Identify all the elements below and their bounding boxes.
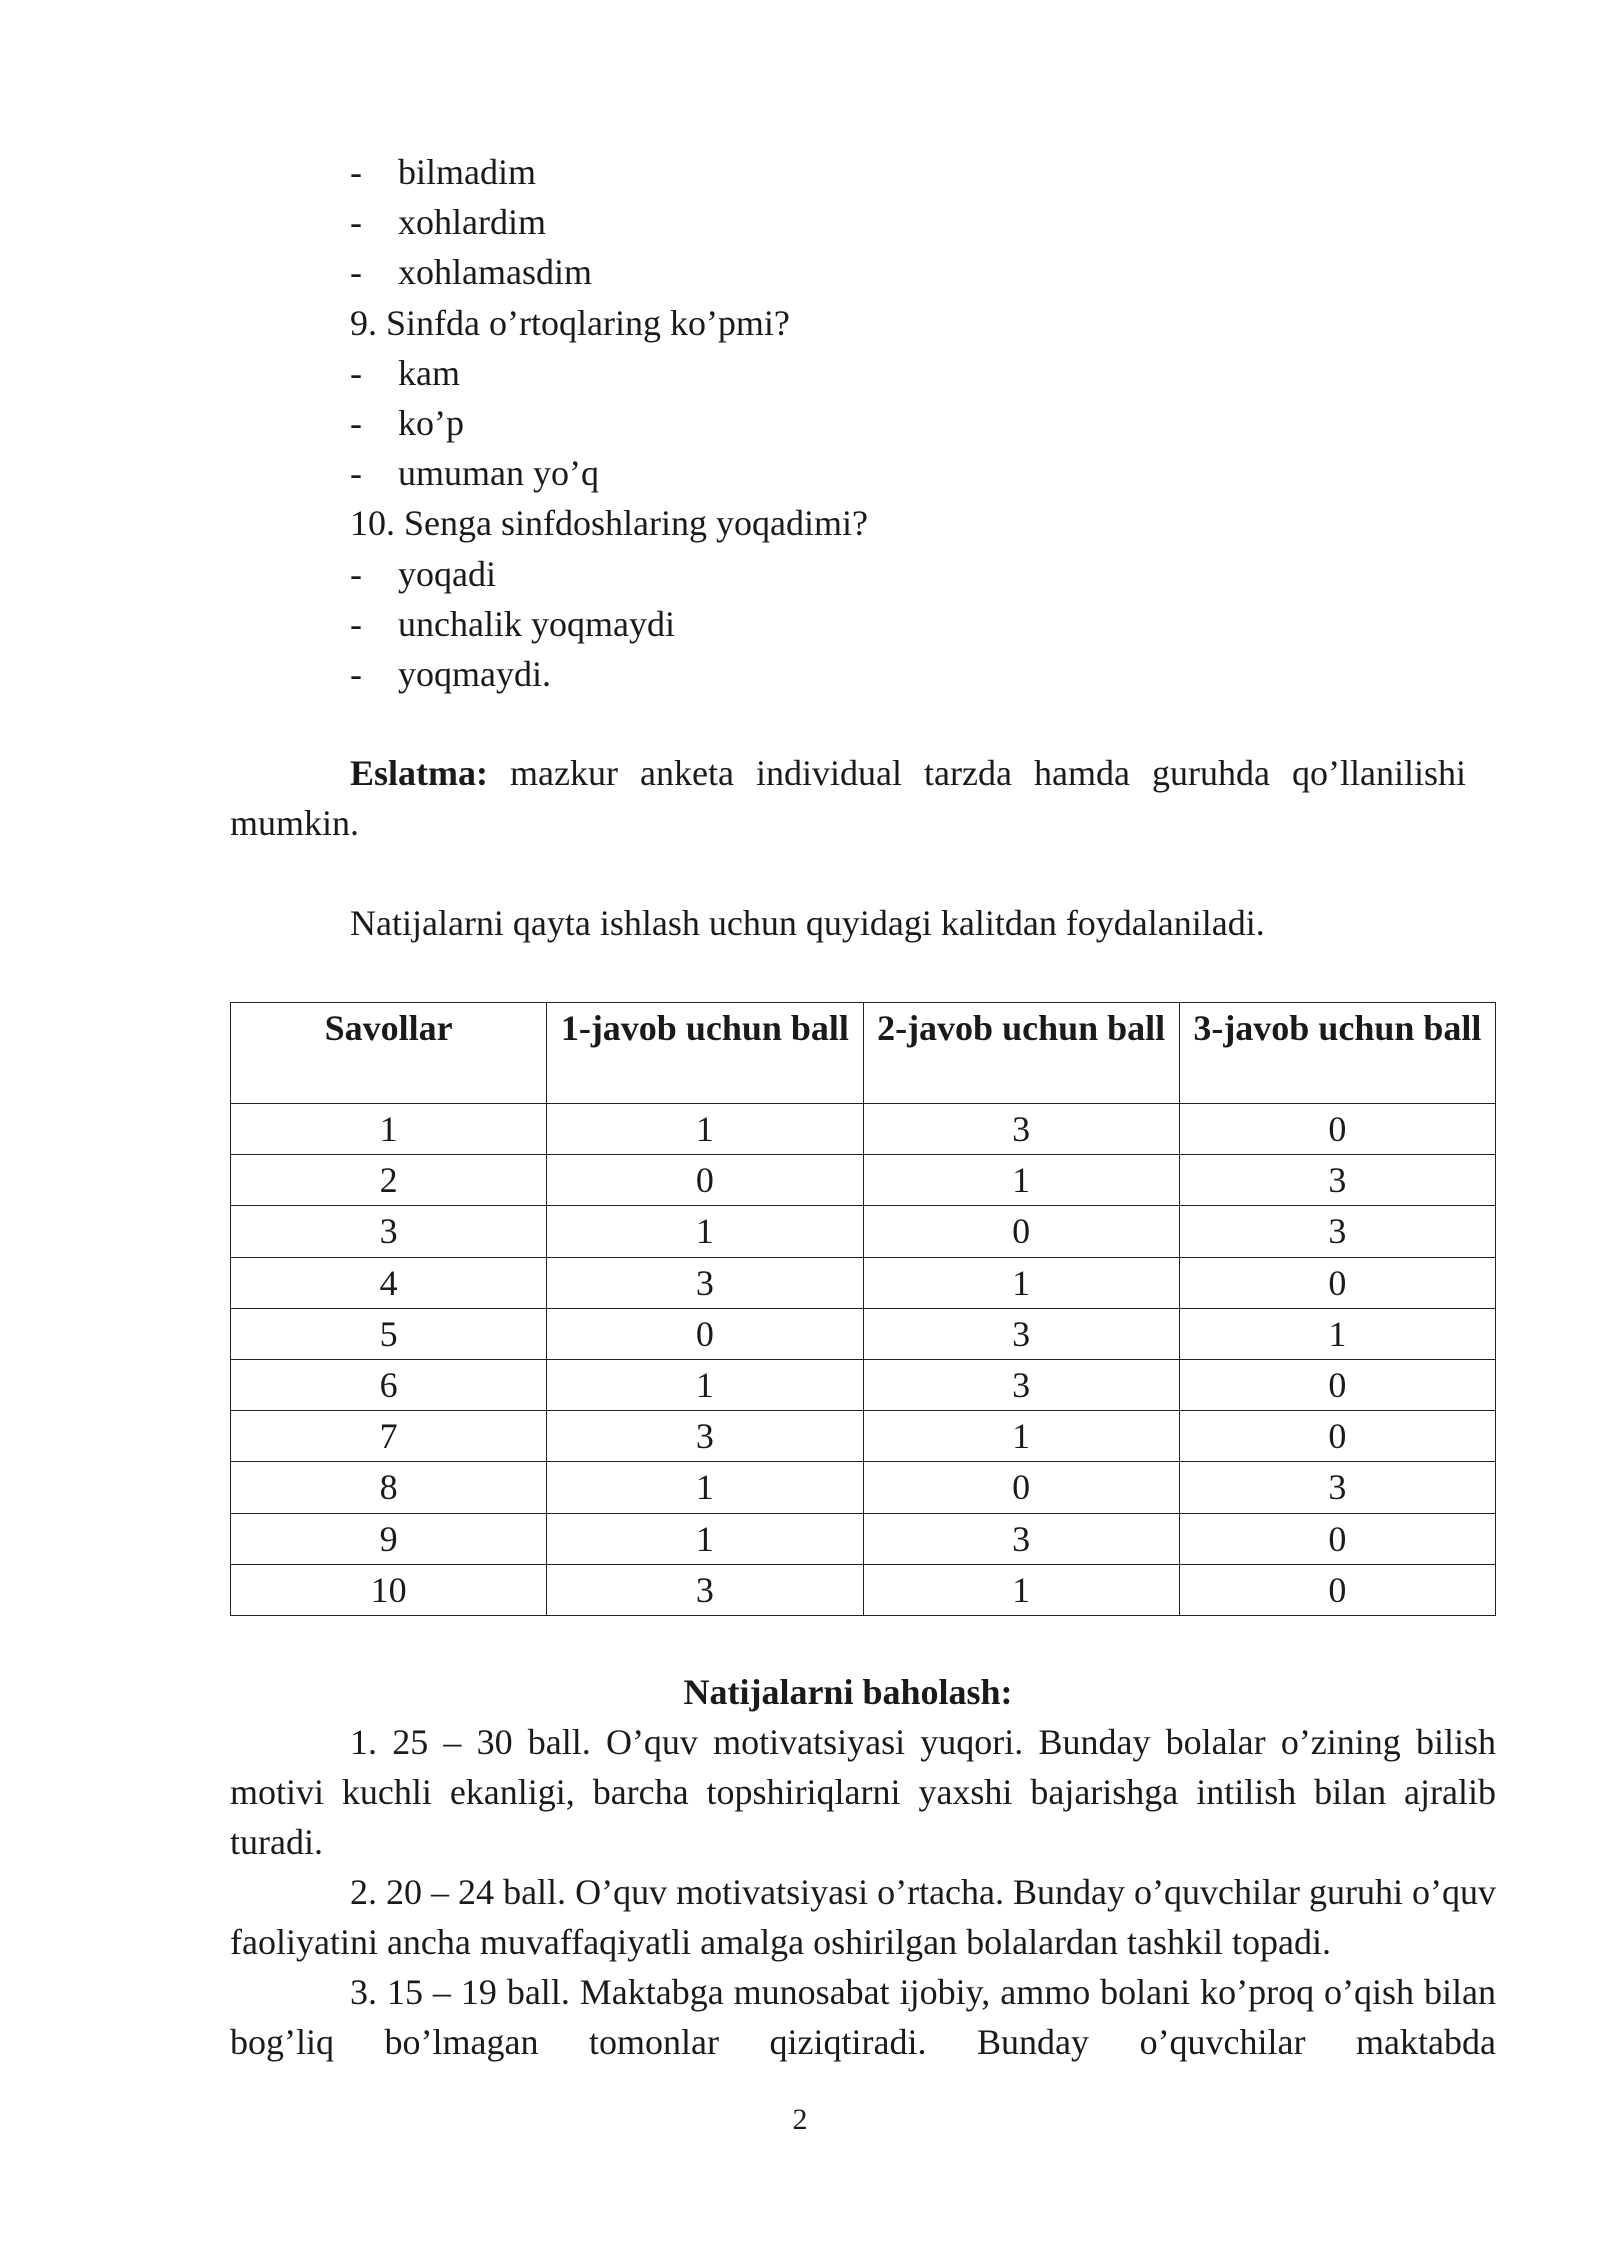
table-row	[231, 1462, 1496, 1513]
table-row	[231, 1359, 1496, 1410]
table-cell: 1	[231, 1104, 547, 1155]
answer-text: ko’p	[398, 402, 464, 443]
answer-text: kam	[398, 352, 460, 393]
table-row	[231, 1513, 1496, 1564]
table-header-row	[231, 1003, 1496, 1104]
table-cell: 0	[547, 1155, 863, 1206]
answer-option	[350, 398, 868, 448]
table-cell: 3	[547, 1257, 863, 1308]
table-cell: 10	[231, 1564, 547, 1615]
table-cell: 1	[863, 1155, 1179, 1206]
scoring-key-table	[230, 1002, 1496, 1616]
answer-option	[350, 549, 868, 599]
list-dash: -	[350, 603, 362, 644]
table-cell: 0	[547, 1308, 863, 1359]
table-cell: 3	[863, 1308, 1179, 1359]
table-cell: 1	[547, 1513, 863, 1564]
table-cell: 3	[863, 1513, 1179, 1564]
table-cell: 3	[1179, 1462, 1495, 1513]
answer-text: unchalik yoqmaydi	[398, 603, 675, 644]
table-cell: 9	[231, 1513, 547, 1564]
table-cell: 1	[1179, 1308, 1495, 1359]
table-cell: 3	[547, 1564, 863, 1615]
answer-text: umuman yo’q	[398, 453, 599, 494]
question-line	[350, 498, 868, 548]
table-cell: 3	[547, 1411, 863, 1462]
table-cell: 1	[547, 1462, 863, 1513]
table-row	[231, 1411, 1496, 1462]
table-cell: 1	[547, 1206, 863, 1257]
table-cell: 3	[863, 1104, 1179, 1155]
intro-paragraph: Natijalarni qayta ishlash uchun quyidagi kalitdan foydalaniladi.	[350, 903, 1265, 943]
table-row	[231, 1155, 1496, 1206]
list-dash: -	[350, 453, 362, 494]
table-cell: 0	[1179, 1359, 1495, 1410]
table-cell: 0	[1179, 1104, 1495, 1155]
table-cell: 0	[1179, 1411, 1495, 1462]
table-row	[231, 1206, 1496, 1257]
table-cell: 0	[863, 1462, 1179, 1513]
table-cell: 1	[863, 1411, 1179, 1462]
table-cell: 0	[863, 1206, 1179, 1257]
table-cell: 3	[863, 1359, 1179, 1410]
evaluation-item: 1. 25 – 30 ball. O’quv motivatsiyasi yuqori. Bunday bolalar o’zining bilish motivi kuchli ekanligi, barcha topshiriqlarni yaxshi bajarishga intilish bilan ajralib turadi.	[230, 1722, 1496, 1862]
table-cell: 3	[1179, 1206, 1495, 1257]
header-answer-1: 1-javob uchun ball	[547, 1003, 863, 1104]
list-dash: -	[350, 653, 362, 694]
table-cell: 1	[863, 1564, 1179, 1615]
answer-option	[350, 348, 868, 398]
answer-option	[350, 599, 868, 649]
table-row	[231, 1308, 1496, 1359]
question-text: 9. Sinfda o’rtoqlaring ko’pmi?	[350, 302, 790, 343]
table-cell: 1	[863, 1257, 1179, 1308]
evaluation-list	[230, 1717, 1496, 2067]
list-dash: -	[350, 202, 362, 243]
header-questions: Savollar	[231, 1003, 547, 1104]
header-answer-3: 3-javob uchun ball	[1179, 1003, 1495, 1104]
list-dash: -	[350, 402, 362, 443]
table-cell: 2	[231, 1155, 547, 1206]
answer-option	[350, 147, 868, 197]
table-cell: 5	[231, 1308, 547, 1359]
list-dash: -	[350, 252, 362, 293]
evaluation-item: 2. 20 – 24 ball. O’quv motivatsiyasi o’rtacha. Bunday o’quvchilar guruhi o’quv faoliyatini ancha muvaffaqiyatli amalga oshirilgan bolalardan tashkil topadi.	[230, 1872, 1496, 1962]
answer-option	[350, 448, 868, 498]
evaluation-title: Natijalarni baholash:	[683, 1672, 1013, 1712]
note-text: mazkur anketa individual tarzda hamda guruhda qo’llanilishi mumkin.	[230, 753, 1466, 843]
table-cell: 0	[1179, 1257, 1495, 1308]
table-cell: 3	[231, 1206, 547, 1257]
answer-option	[350, 247, 868, 297]
table-cell: 1	[547, 1359, 863, 1410]
table-cell: 3	[1179, 1155, 1495, 1206]
answer-text: yoqadi	[398, 553, 496, 594]
table-cell: 4	[231, 1257, 547, 1308]
answer-text: xohlamasdim	[398, 252, 592, 293]
answer-text: xohlardim	[398, 202, 546, 243]
answer-options-list	[350, 147, 868, 699]
answer-text: bilmadim	[398, 152, 536, 192]
question-line	[350, 298, 868, 348]
table-row	[231, 1564, 1496, 1615]
table-cell: 0	[1179, 1513, 1495, 1564]
table-cell: 8	[231, 1462, 547, 1513]
table-row	[231, 1104, 1496, 1155]
page-number: 2	[792, 2103, 808, 2136]
list-dash: -	[350, 553, 362, 594]
list-dash: -	[350, 352, 362, 393]
note-paragraph	[230, 748, 1466, 848]
table-cell: 7	[231, 1411, 547, 1462]
note-label: Eslatma:	[350, 753, 488, 793]
table-cell: 6	[231, 1359, 547, 1410]
table-cell: 1	[547, 1104, 863, 1155]
answer-option	[350, 649, 868, 699]
list-dash: -	[350, 152, 362, 192]
table-cell: 0	[1179, 1564, 1495, 1615]
header-answer-2: 2-javob uchun ball	[863, 1003, 1179, 1104]
answer-text: yoqmaydi.	[398, 653, 551, 694]
question-text: 10. Senga sinfdoshlaring yoqadimi?	[350, 503, 868, 544]
table-row	[231, 1257, 1496, 1308]
evaluation-item: 3. 15 – 19 ball. Maktabga munosabat ijobiy, ammo bolani ko’proq o’qish bilan bog’liq bo’lmagan tomonlar qiziqtiradi. Bunday o’quvchilar maktabda	[230, 1972, 1496, 2062]
answer-option	[350, 197, 868, 247]
